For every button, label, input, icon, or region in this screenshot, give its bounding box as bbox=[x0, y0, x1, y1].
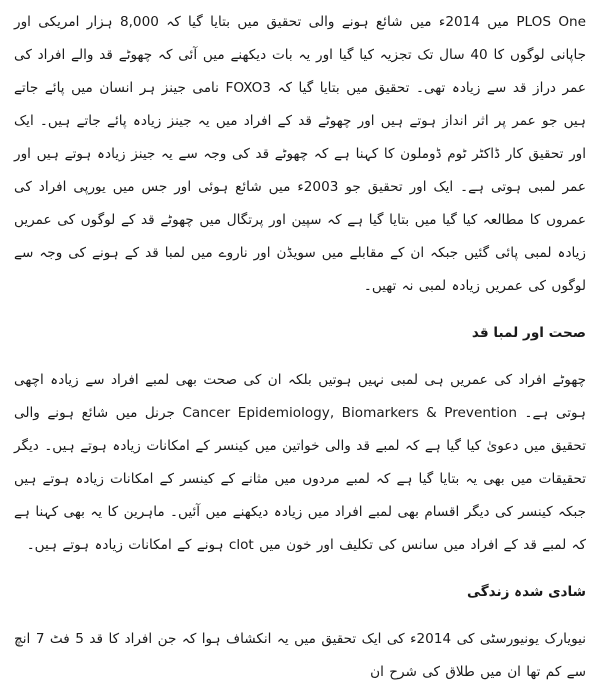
paragraph-lifespan: PLOS One میں 2014ء میں شائع ہونے والی تحقیق میں بتایا گیا کہ 8,000 ہزار امریکی اور جاپانی لوگوں کا 40 سال تک تجزیہ کیا گیا اور یہ بات دیکھنے میں آئی کہ چھوٹے قد والے افراد کی عمر دراز قد سے زیادہ تھی۔ تحقیق میں بتایا گیا کہ FOXO3 نامی جینز ہر انسان میں پائے جاتے ہیں جو عمر پر اثر انداز ہوتے ہیں اور چھوٹے قد کے افراد میں یہ جینز زیادہ پائے جاتے ہیں۔ ایک اور تحقیق کار ڈاکٹر ٹوم ڈوملون کا کہنا ہے کہ چھوٹے قد کی وجہ سے یہ جینز زیادہ ہوتے ہیں اور عمر لمبی ہوتی ہے۔ ایک اور تحقیق جو 2003ء میں شائع ہوئی اور جس میں یورپی افراد کی عمروں کا مطالعہ کیا گیا میں بتایا گیا ہے کہ سپین اور پرتگال میں چھوٹے قد کے لوگوں کی عمریں زیادہ لمبی پائی گئیں جبکہ ان کے مقابلے میں سویڈن اور ناروے میں لمبا قد کے ہونے کی وجہ سے لوگوں کی عمریں زیادہ لمبی نہ تھیں۔ bbox=[14, 14, 587, 294]
section-heading-health: صحت اور لمبا قد bbox=[471, 325, 586, 341]
section-heading-marriage: شادی شدہ زندگی bbox=[467, 584, 586, 600]
spacer bbox=[14, 303, 586, 317]
spacer bbox=[14, 350, 586, 364]
paragraph-health: چھوٹے افراد کی عمریں ہی لمبی نہیں ہوتیں بلکہ ان کی صحت بھی لمبے افراد سے زیادہ اچھی ہوتی ہے۔ Cancer Epidemiology, Biomarkers & Prevention جرنل میں شائع ہونے والی تحقیق میں دعویٰ کیا گیا ہے کہ لمبے قد والی خواتین میں کینسر کے امکانات زیادہ ہوتے ہیں۔ دیگر تحقیقات میں بھی یہ بتایا گیا ہے کہ لمبے مردوں میں مثانے کے کینسر کے امکانات زیادہ ہوتے ہیں جبکہ کینسر کی دیگر اقسام بھی لمبے افراد میں زیادہ دیکھنے میں آئیں۔ ماہرین کا یہ بھی کہنا ہے کہ لمبے قد کے افراد میں سانس کی تکلیف اور خون میں clot ہونے کے امکانات زیادہ ہوتے ہیں۔ bbox=[14, 372, 587, 553]
article-body bbox=[14, 6, 586, 689]
paragraph-marriage: نیویارک یونیورسٹی کی 2014ء کی ایک تحقیق میں یہ انکشاف ہوا کہ جن افراد کا قد 5 فٹ 7 انچ سے کم تھا ان میں طلاق کی شرح ان bbox=[14, 631, 587, 680]
spacer bbox=[14, 562, 586, 576]
spacer bbox=[14, 609, 586, 623]
